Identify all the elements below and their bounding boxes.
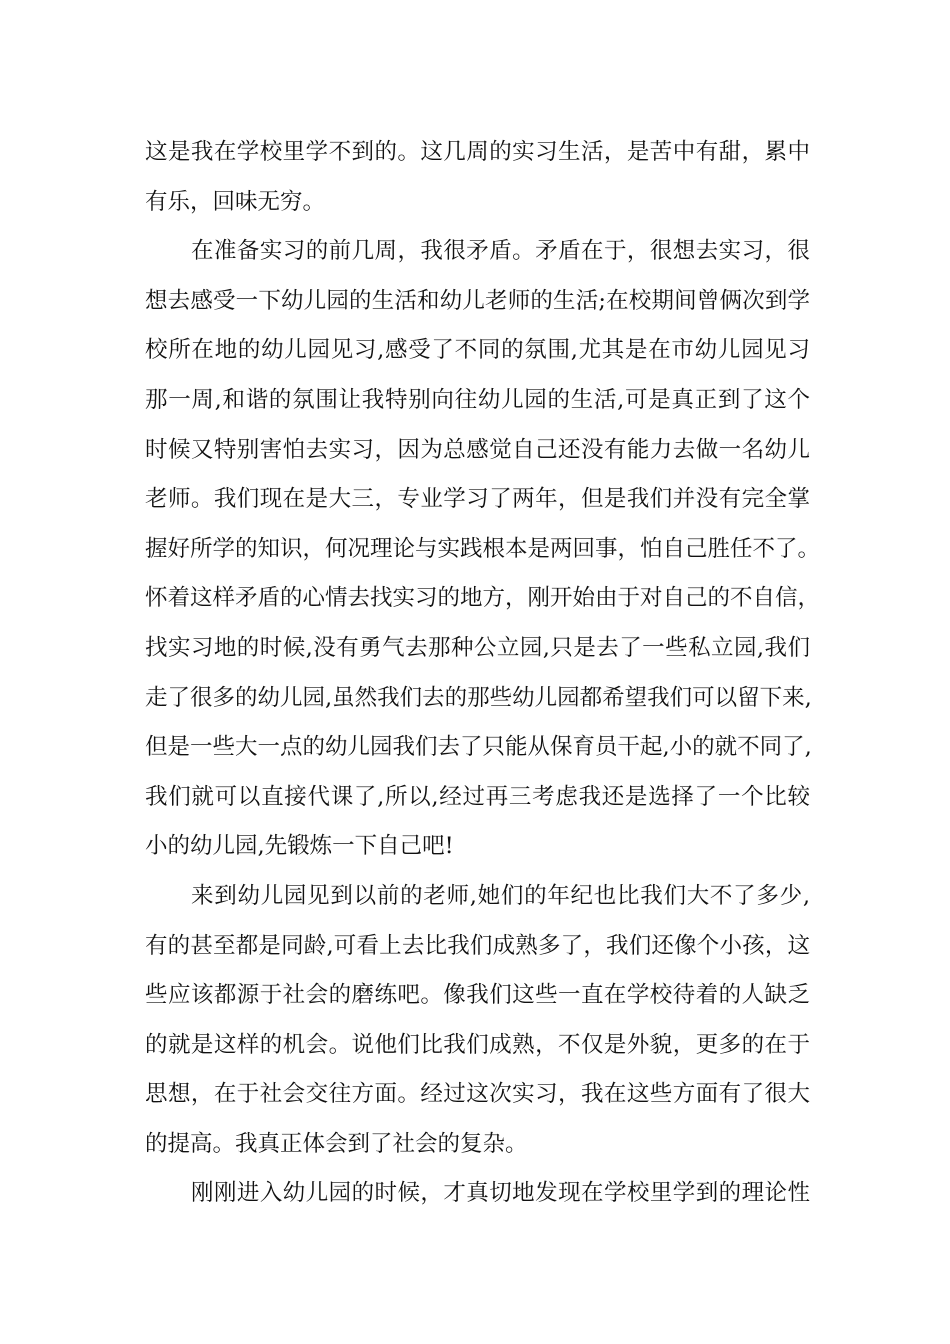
text-line: 想去感受一下幼儿园的生活和幼儿老师的生活;在校期间曾俩次到学 (145, 287, 810, 314)
paragraph-first-line: 在准备实习的前几周，我很矛盾。矛盾在于，很想去实习，很 (191, 238, 810, 265)
text-line: 找实习地的时候,没有勇气去那种公立园,只是去了一些私立园,我们 (145, 634, 810, 661)
text-line: 老师。我们现在是大三，专业学习了两年，但是我们并没有完全掌 (145, 486, 810, 513)
text-line: 思想，在于社会交往方面。经过这次实习，我在这些方面有了很大 (145, 1081, 810, 1108)
text-line: 握好所学的知识，何况理论与实践根本是两回事，怕自己胜任不了。 (145, 535, 821, 562)
text-line: 那一周,和谐的氛围让我特别向往幼儿园的生活,可是真正到了这个 (145, 386, 810, 413)
text-line: 校所在地的幼儿园见习,感受了不同的氛围,尤其是在市幼儿园见习 (145, 337, 810, 364)
text-line: 的提高。我真正体会到了社会的复杂。 (145, 1130, 528, 1157)
text-line: 有乐，回味无穷。 (145, 188, 326, 215)
text-line: 走了很多的幼儿园,虽然我们去的那些幼儿园都希望我们可以留下来, (145, 684, 812, 711)
paragraph-first-line: 刚刚进入幼儿园的时候，才真切地发现在学校里学到的理论性 (191, 1180, 810, 1207)
text-line: 有的甚至都是同龄,可看上去比我们成熟多了，我们还像个小孩，这 (145, 932, 810, 959)
text-line: 些应该都源于社会的磨练吧。像我们这些一直在学校待着的人缺乏 (145, 982, 810, 1009)
text-line: 时候又特别害怕去实习，因为总感觉自己还没有能力去做一名幼儿 (145, 436, 810, 463)
text-line: 但是一些大一点的幼儿园我们去了只能从保育员干起,小的就不同了, (145, 734, 812, 761)
paragraph-first-line: 来到幼儿园见到以前的老师,她们的年纪也比我们大不了多少, (191, 882, 810, 909)
text-line: 我们就可以直接代课了,所以,经过再三考虑我还是选择了一个比较 (145, 783, 810, 810)
text-line: 这是我在学校里学不到的。这几周的实习生活，是苦中有甜，累中 (145, 139, 810, 165)
body-text (145, 128, 821, 1219)
text-line: 怀着这样矛盾的心情去找实习的地方，刚开始由于对自己的不自信， (145, 585, 821, 612)
text-line: 的就是这样的机会。说他们比我们成熟，不仅是外貌，更多的在于 (145, 1031, 810, 1058)
text-line: 小的幼儿园,先锻炼一下自己吧! (145, 833, 454, 860)
